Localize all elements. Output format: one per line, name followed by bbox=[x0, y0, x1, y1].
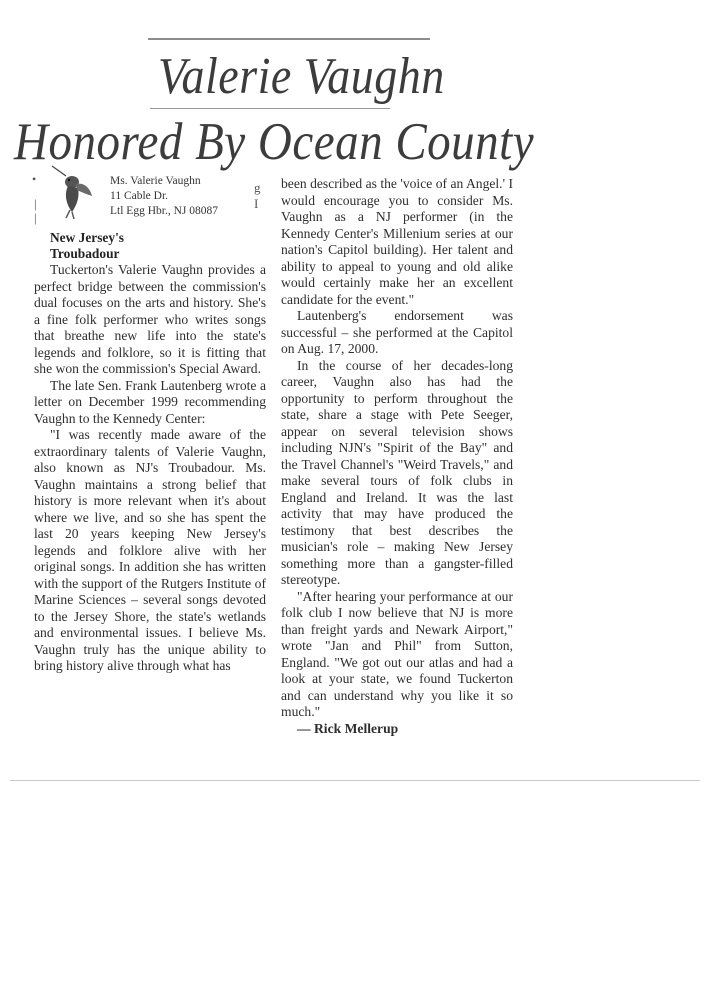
paragraph: "I was recently made aware of the extraordinary talents of Valerie Vaughn, also known as NJ's Troubadour. Ms. Vaughn maintains a strong belief that history is more relevant when it's about where we live, and so she has spent the last 20 years keeping New Jersey's legends and folklore alive with her original songs. In addition she has written with the support of the Rutgers Institute of Marine Sciences – several songs devoted to the Jersey Shore, the state's wetlands and environmental issues. I believe Ms. Vaughn truly has the unique ability to bring history alive through what has bbox=[34, 427, 266, 673]
paragraph: Tuckerton's Valerie Vaughn provides a perfect bridge between the commission's dual focuses on the arts and history. She's a fine folk performer who writes songs that breathe new life into the state's legends and folklore, so it is fitting that she won the commission's Special Award. bbox=[34, 262, 266, 376]
margin-mark-left-2: | bbox=[34, 210, 37, 225]
byline: — Rick Mellerup bbox=[297, 720, 399, 736]
article-column-left bbox=[34, 230, 266, 675]
top-rule bbox=[148, 38, 430, 40]
paragraph: "After hearing your performance at our folk club I now believe that NJ is more than freight yards and Newark Airport," wrote "Jan and Phil" from Sutton, England. "We got out our atlas and had a look at your state, we found Tuckerton and can understand why you like it so much." bbox=[281, 588, 513, 719]
paragraph: been described as the 'voice of an Angel.' I would encourage you to consider Ms. Vaughn as a NJ performer (in the Kennedy Center's Millenium series at our nation's Capitol building). Her talent and ability to appeal to young and old alike would certainly make her an excellent candidate for the event." bbox=[281, 176, 513, 307]
paragraph: Lautenberg's endorsement was successful – she performed at the Capitol on Aug. 17, 2000. bbox=[281, 308, 513, 356]
headline-rule bbox=[150, 108, 390, 109]
article-column-right bbox=[281, 176, 513, 737]
hummingbird-icon bbox=[50, 160, 94, 220]
subhead-line-2: Troubadour bbox=[50, 246, 120, 261]
address-city: Ltl Egg Hbr., NJ 08087 bbox=[110, 205, 218, 217]
paragraph: In the course of her decades-long career, Vaughn also has had the opportunity to perform throughout the state, share a stage with Pete Seeger, appear on several television shows including NJN's "Spirit of the Bay" and the Travel Channel's "Weird Travels," and make several tours of folk clubs in England and Ireland. It was the last activity that may have produced the testimony that best describes the musician's role – making New Jersey something more than a gangster-filled stereotype. bbox=[281, 357, 513, 587]
address-name: Ms. Valerie Vaughn bbox=[110, 175, 201, 187]
margin-mark-right-2: I bbox=[254, 196, 259, 211]
margin-mark-left-1: | bbox=[34, 196, 37, 211]
headline-line-1: Valerie Vaughn bbox=[158, 47, 445, 105]
address-block bbox=[110, 174, 250, 219]
margin-mark-dot: • bbox=[32, 172, 37, 186]
paragraph: The late Sen. Frank Lautenberg wrote a letter on December 1999 recommending Vaughn to the Kennedy Center: bbox=[34, 377, 266, 426]
headline-line-2: Honored By Ocean County bbox=[14, 113, 535, 172]
margin-mark-right-1: g bbox=[254, 180, 261, 195]
address-street: 11 Cable Dr. bbox=[110, 190, 169, 202]
subhead-line-1: New Jersey's bbox=[50, 230, 124, 245]
bottom-rule bbox=[10, 780, 700, 781]
